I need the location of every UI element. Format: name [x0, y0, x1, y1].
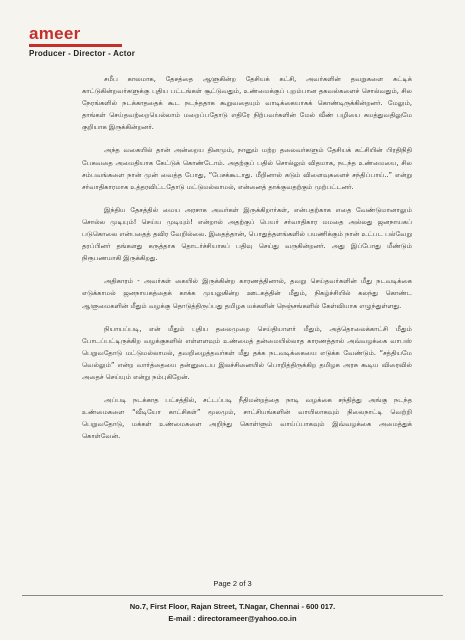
- paragraph: அதிகாரம் - அவர்கள் கையில் இருக்கின்ற காரணத்தினால், தவறு செய்தவர்களின் மீது நடவடிக்கை எடுக்காமல் ஜனநாயகத்தைக் காக்க முயலுகின்ற ஊடகத்தின் மீதும், நிகழ்ச்சியில் கலந்து கொண்ட ஆளுமைகளின் மீதும் வழக்கு தொடுத்திருப்பது தமிழக மக்களின் நெஞ்சங்களில் கேள்வியாக எழுந்துள்ளது.: [82, 277, 412, 310]
- footer: [0, 601, 465, 625]
- footer-email: E-mail : directorameer@yahoo.co.in: [168, 614, 297, 623]
- letterhead: [29, 25, 135, 58]
- paragraph: அப்படி நடக்காத பட்சத்தில், சட்டப்படி நீதிமன்றத்தை நாடி வழக்கை சந்தித்து அங்கு நடந்த உண்மைகளை “வீடியோ காட்சிகள்” மூலமும், சாட்சியங்களின் வாயிலாகவும் நிலைநாட்டி வெற்றி பெறுவதோடு, மக்கள் உண்மைகளை அறிந்து கொள்ளும் வாய்ப்பாகவும் இவ்வழக்கை அமைத்துக் கொள்வேன்.: [82, 396, 412, 441]
- footer-divider: [22, 595, 443, 596]
- paragraph: அந்த வகையில் தான் அன்றைய தினமும், நானும் மற்ற தலைவர்களும் தேசியக் கட்சியின் பிரதிநிதி பேசுவதை அமைதியாக கேட்டுக் கொண்டோம். அதற்குப் பதில் சொல்லும் விதமாக, நடந்த உண்மையை, சில சம்பவங்களை நான் முன் வைத்த போது, “பேசக்கூடாது. மீறினால் கடும் விளைவுகளைச் சந்திப்பாய்..” என்று சர்வாதிகாரமாக உத்தரவிட்டதோடு மட்டுமல்லாமல், என்னைத் தாக்குவதற்கும் முற்பட்டனர்.: [82, 146, 412, 191]
- letter-body: [82, 73, 412, 453]
- page-number: Page 2 of 3: [213, 579, 252, 588]
- letterhead-name: ameer: [29, 24, 81, 43]
- paragraph: சமீப காலமாக, தேசத்தை ஆளுகின்ற தேசியக் கட்சி, அவர்களின் தவறுகளை சுட்டிக் காட்டுகின்றவர்களுக்கு புதிய பட்டங்கள் சூட்டுவதும், உண்மைக்குப் புறம்பான தகவல்களைச் சொல்வதும், சில நேரங்களில் நடக்காததைக் கூட நடந்ததாக கூறுவதையும் வாடிக்கையாகக் கொண்டிருக்கின்றனர். மேலும், தாங்கள் செய்தவற்றையெல்லாம் மறைப்பதோடு எதிரே நிற்பவர்களின் மேல் வீண் பழியை சுமத்துவதிலுமே குறியாக இருக்கின்றனர்.: [82, 75, 412, 132]
- footer-address: No.7, First Floor, Rajan Street, T.Nagar, Chennai - 600 017.: [129, 602, 336, 611]
- paragraph: இந்திய தேசத்தில் மைய அரசாக அவர்கள் இருக்கிறார்கள், என்பதற்காக எதை வேண்டுமானாலும் சொல்ல முடியும்! செய்ய முடியும்! என்றால் அதற்குப் பெயர் சர்வாதிகார மமதை அல்லது ஜனநாயகப் படுகொலை என்பதைத் தவிர வேறில்லை. இதைத்தான், பொதுத்தளங்களில் பயணிக்கும் நான் உட்பட பல்வேறு தரப்பினர் தங்களது கருத்தாக தொடர்ச்சியாகப் பதிவு செய்து வருகின்றனர். அது இப்போது மீண்டும் நிரூபணமாகி இருக்கிறது.: [82, 205, 412, 263]
- paragraph: நியாயப்படி, என் மீதும் புதிய தலைமுறை செய்தியாளர் மீதும், அத்தொலைக்காட்சி மீதும் போடப்பட்டிருக்கிற வழக்குகளில் எள்ளளவும் உண்மைத் தன்மையில்லாத காரணத்தால் அவ்வழக்கை வாபஸ் பெறுவதோடு மட்டுமல்லாமல், தவறிழைத்தவர்கள் மீது தக்க நடவடிக்கையை எடுக்க வேண்டும். “சத்தியமே வெல்லும்” என்ற வார்த்தையை தன்னுடைய இலச்சினையில் பொறித்திருக்கிற தமிழக அரசு கூடிய விரைவில் அதைச் செய்யும் என்று நம்புகிறேன்.: [82, 324, 412, 381]
- letterhead-title: Producer - Director - Actor: [29, 49, 136, 58]
- letterhead-rule: [29, 44, 122, 47]
